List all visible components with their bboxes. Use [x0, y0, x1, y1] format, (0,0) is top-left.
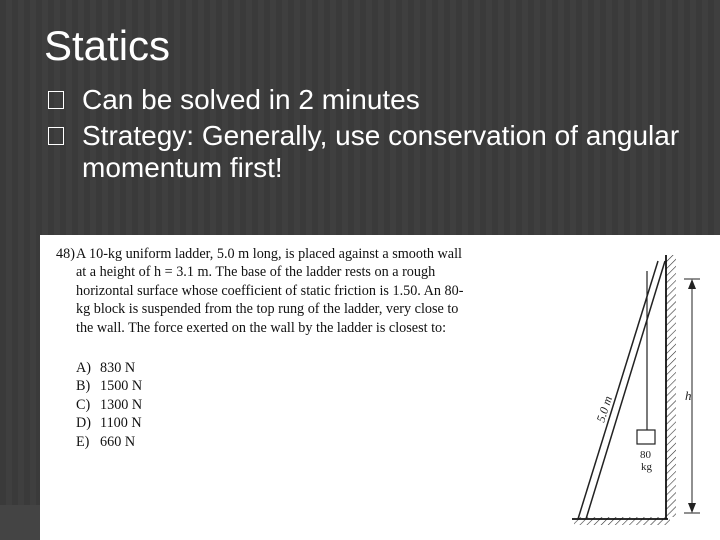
choice-letter: C)	[76, 396, 91, 413]
problem-line: horizontal surface whose coefficient of static friction is 1.50. An 80-	[76, 282, 464, 299]
answer-choice	[76, 396, 142, 414]
problem-line: the wall. The force exerted on the wall by the ladder is closest to:	[76, 319, 447, 336]
answer-choice	[76, 414, 142, 432]
ladder-length-label: 5.0 m	[593, 394, 616, 424]
ladder	[578, 261, 665, 519]
answer-choices	[76, 359, 142, 451]
choice-letter: B)	[76, 378, 91, 395]
block	[637, 430, 655, 444]
choice-letter: D)	[76, 415, 91, 432]
wall-hatch	[666, 255, 676, 517]
checkbox-bullet-icon	[48, 127, 64, 145]
choice-value: 1500 N	[100, 378, 143, 395]
bullet-item	[48, 120, 688, 184]
answer-choice	[76, 359, 142, 377]
choice-letter: A)	[76, 360, 91, 376]
answer-choice	[76, 433, 142, 451]
bullet-text: Can be solved in 2 minutes	[82, 84, 420, 115]
ladder-diagram	[530, 235, 720, 540]
problem-number: 48)	[56, 246, 75, 262]
problem-statement	[56, 245, 556, 337]
problem-line: kg block is suspended from the top rung of the ladder, very close to	[76, 301, 459, 318]
slide-corner-decoration	[0, 505, 40, 540]
choice-value: 1100 N	[100, 415, 142, 432]
choice-value: 660 N	[100, 433, 136, 450]
choice-value: 830 N	[100, 360, 136, 376]
bullet-text: Strategy: Generally, use conservation of angular momentum first!	[82, 120, 680, 183]
choice-letter: E)	[76, 433, 90, 450]
problem-image	[40, 235, 720, 540]
block-unit-label: kg	[641, 461, 652, 473]
bullet-list	[48, 84, 688, 188]
checkbox-bullet-icon	[48, 91, 64, 109]
block-label: 80	[640, 449, 651, 461]
choice-value: 1300 N	[100, 396, 143, 413]
bullet-item	[48, 84, 688, 116]
slide-title: Statics	[44, 22, 171, 69]
problem-line: at a height of h = 3.1 m. The base of the ladder rests on a rough	[76, 264, 436, 281]
height-label: h	[685, 388, 692, 403]
problem-line: A 10-kg uniform ladder, 5.0 m long, is placed against a smooth wall	[76, 246, 462, 262]
answer-choice	[76, 377, 142, 395]
